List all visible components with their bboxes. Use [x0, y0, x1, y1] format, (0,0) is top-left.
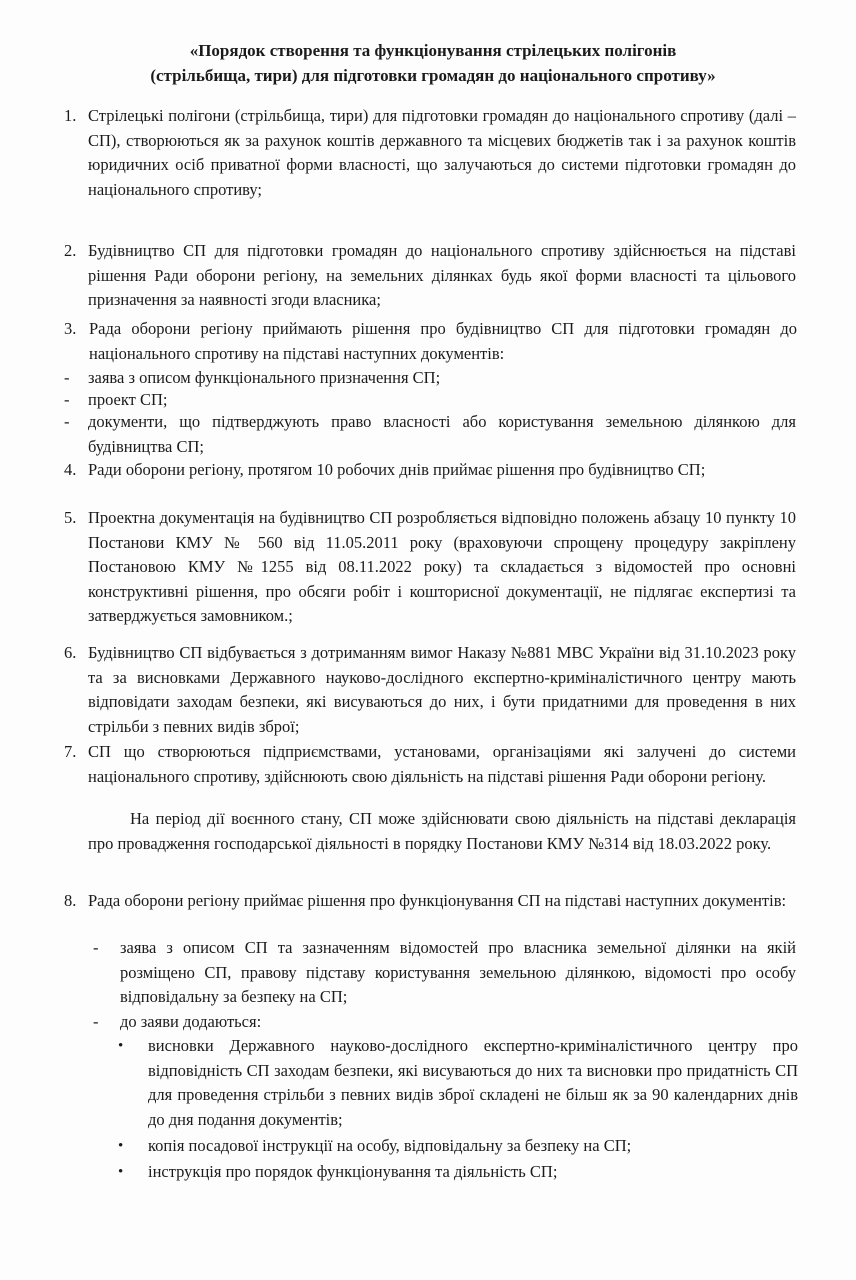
item-text: СП що створюються підприємствами, установами, організаціями які залучені до системи національного спротиву, здійснюють свою діяльність на підставі рішення Ради оборони регіону. — [88, 742, 796, 786]
dash-text: заява з описом СП та зазначенням відомостей про власника земельної ділянки на якій розміщено СП, правову підставу користування земельною ділянкою, відомості про особу відповідальну за безпеку на СП; — [120, 938, 796, 1006]
item-number: 4. — [64, 460, 77, 479]
bullet-marker: • — [118, 1164, 124, 1180]
bullet-marker: • — [118, 1038, 124, 1054]
dash-marker: - — [93, 938, 99, 957]
item-number: 6. — [64, 643, 77, 662]
bullet-text: висновки Державного науково-дослідного експертно-криміналістичного центру про відповідність СП заходам безпеки, які висуваються до них та висновки про придатність СП для проведення стрільби з певних видів зброї складені не більш як за 90 календарних днів до дня подання документів; — [148, 1036, 798, 1129]
item-number: 1. — [64, 106, 77, 125]
item-number: 8. — [64, 891, 77, 910]
item-text: Стрілецькі полігони (стрільбища, тири) для підготовки громадян до національного спротиву (далі – СП), створюються як за рахунок коштів державного та місцевих бюджетів так і за рахунок коштів юридичних осіб приватної форми власності, що залучаються до системи підготовки громадян до національного спротиву; — [88, 106, 796, 199]
item-number: 2. — [64, 241, 77, 260]
item-number: 3. — [64, 319, 77, 338]
item-text: Будівництво СП відбувається з дотриманням вимог Наказу №881 МВС України від 31.10.2023 року та за висновками Державного науково-дослідного експертно-криміналістичного центру мають відповідати заходам безпеки, які висуваються до них, і бути придатними для проведення в них стрільби з певних видів зброї; — [88, 643, 796, 736]
title-line-2: (стрільбища, тири) для підготовки громадян до національного спротиву» — [150, 66, 716, 85]
dash-text: документи, що підтверджують право власності або користування земельною ділянкою для будівництва СП; — [88, 412, 796, 456]
item-text: Проектна документація на будівництво СП розробляється відповідно положень абзацу 10 пункту 10 Постанови КМУ № 560 від 11.05.2011 року (враховуючи спрощену процедуру закріплену Постановою КМУ №1255 від 08.11.2022 року) та складається з відомостей про основні конструктивні рішення, про обсяги робіт і кошторисної документації, не підлягає експертизі та затверджується замовником.; — [88, 508, 796, 625]
bullet-marker: • — [118, 1138, 124, 1154]
dash-text: до заяви додаються: — [120, 1012, 262, 1031]
dash-text: проект СП; — [88, 390, 168, 409]
item-number: 7. — [64, 742, 77, 761]
title-line-1: «Порядок створення та функціонування стрілецьких полігонів — [189, 41, 677, 60]
bullet-text: копія посадової інструкції на особу, відповідальну за безпеку на СП; — [148, 1136, 632, 1155]
paragraph-text: На період дії воєнного стану, СП може здійснювати свою діяльність на підставі декларація про провадження господарської діяльності в порядку Постанови КМУ №314 від 18.03.2022 року. — [88, 809, 796, 853]
dash-marker: - — [64, 368, 70, 387]
dash-marker: - — [64, 390, 70, 409]
dash-marker: - — [64, 412, 70, 431]
dash-text: заява з описом функціонального призначення СП; — [88, 368, 441, 387]
item-text: Будівництво СП для підготовки громадян до національного спротиву здійснюється на підставі рішення Ради оборони регіону, на земельних ділянках будь якої форми власності та цільового призначення за наявності згоди власника; — [88, 241, 796, 309]
item-text: Ради оборони регіону, протягом 10 робочих днів приймає рішення про будівництво СП; — [88, 460, 706, 479]
dash-marker: - — [93, 1012, 99, 1031]
item-text: Рада оборони регіону приймає рішення про функціонування СП на підставі наступних документів: — [88, 891, 787, 910]
bullet-text: інструкція про порядок функціонування та діяльність СП; — [148, 1162, 558, 1181]
item-number: 5. — [64, 508, 77, 527]
item-text: Рада оборони регіону приймають рішення про будівництво СП для підготовки громадян до національного спротиву на підставі наступних документів: — [89, 319, 797, 363]
document-title — [60, 38, 806, 88]
